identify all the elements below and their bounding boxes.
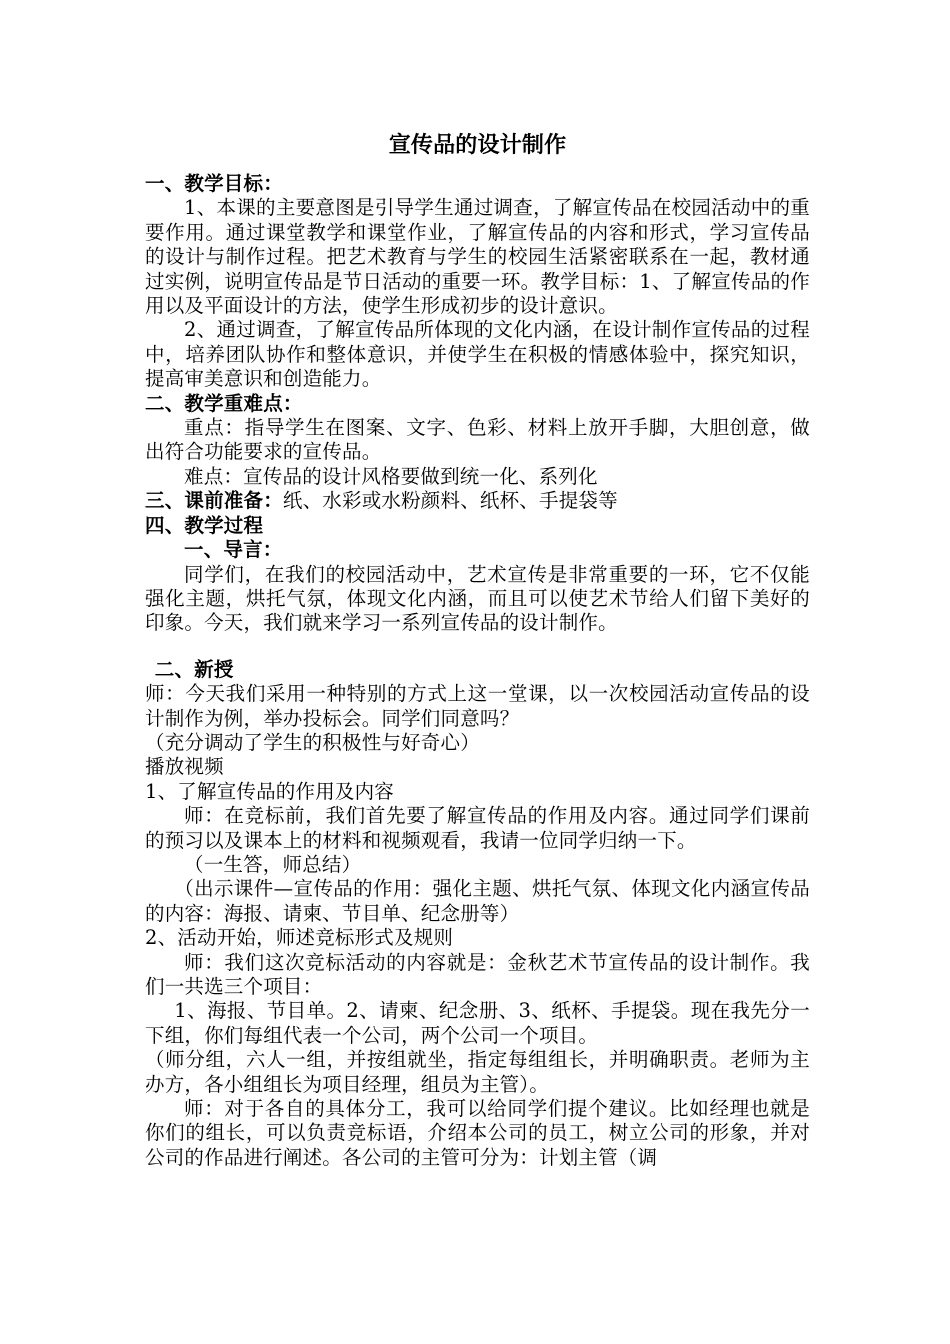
spacer xyxy=(145,636,810,658)
paragraph: 师：在竞标前，我们首先要了解宣传品的作用及内容。通过同学们课前的预习以及课本上的材料和视频观看，我请一位同学归纳一下。 xyxy=(145,804,810,852)
paragraph: 1、海报、节目单。2、请柬、纪念册、3、纸杯、手提袋。现在我先分一下组，你们每组代表一个公司，两个公司一个项目。 xyxy=(145,999,810,1047)
paragraph: 重点：指导学生在图案、文字、色彩、材料上放开手脚，大胆创意，做出符合功能要求的宣传品。 xyxy=(145,416,810,464)
paragraph: 难点：宣传品的设计风格要做到统一化、系列化 xyxy=(184,464,598,488)
subheading-new-lesson: 二、新授 xyxy=(154,657,234,681)
paragraph: （师分组，六人一组，并按组就坐，指定每组组长，并明确职责。老师为主办方，各小组组长为项目经理，组员为主管）。 xyxy=(145,1048,810,1096)
subheading-intro: 一、导言： xyxy=(184,538,283,562)
paragraph: （出示课件—宣传品的作用：强化主题、烘托气氛、体现文化内涵宣传品的内容：海报、请柬、节目单、纪念册等） xyxy=(145,877,810,925)
paragraph: 师：对于各自的具体分工，我可以给同学们提个建议。比如经理也就是你们的组长，可以负责竞标语，介绍本公司的员工，树立公司的形象，并对公司的作品进行阐述。各公司的主管可分为：计划主管（调 xyxy=(145,1097,810,1169)
paragraph: （一生答，师总结） xyxy=(184,852,362,876)
paragraph: 播放视频 xyxy=(145,755,224,779)
section-heading-objectives: 一、教学目标： xyxy=(145,172,283,195)
paragraph: 师：我们这次竞标活动的内容就是：金秋艺术节宣传品的设计制作。我们一共选三个项目： xyxy=(145,950,810,998)
paragraph: 2、通过调查，了解宣传品所体现的文化内涵，在设计制作宣传品的过程中，培养团队协作和整体意识，并使学生在积极的情感体验中，探究知识，提高审美意识和创造能力。 xyxy=(145,318,810,391)
section-heading-preparation: 三、课前准备： xyxy=(145,489,283,513)
section-heading-process: 四、教学过程 xyxy=(145,513,264,537)
document-title: 宣传品的设计制作 xyxy=(388,133,567,158)
preparation-text: 纸、水彩或水粉颜料、纸杯、手提袋等 xyxy=(282,489,618,513)
paragraph: （充分调动了学生的积极性与好奇心） xyxy=(145,730,480,754)
document-page xyxy=(145,132,810,1170)
paragraph: 2、活动开始，师述竞标形式及规则 xyxy=(145,926,454,950)
paragraph: 1、本课的主要意图是引导学生通过调查，了解宣传品在校园活动中的重要作用。通过课堂教学和课堂作业，了解宣传品的内容和形式，学习宣传品的设计与制作过程。把艺术教育与学生的校园生活紧密联系在一起，教材通过实例，说明宣传品是节日活动的重要一环。教学目标：1、了解宣传品的作用以及平面设计的方法，使学生形成初步的设计意识。 xyxy=(145,196,810,318)
section-heading-key-points: 二、教学重难点： xyxy=(145,391,303,415)
section-preparation xyxy=(145,489,810,513)
paragraph: 同学们，在我们的校园活动中，艺术宣传是非常重要的一环，它不仅能强化主题，烘托气氛，体现文化内涵，而且可以使艺术节给人们留下美好的印象。今天，我们就来学习一系列宣传品的设计制作。 xyxy=(145,562,810,635)
paragraph: 1、了解宣传品的作用及内容 xyxy=(145,779,395,803)
paragraph: 师：今天我们采用一种特别的方式上这一堂课，以一次校园活动宣传品的设计制作为例，举办投标会。同学们同意吗？ xyxy=(145,682,810,730)
